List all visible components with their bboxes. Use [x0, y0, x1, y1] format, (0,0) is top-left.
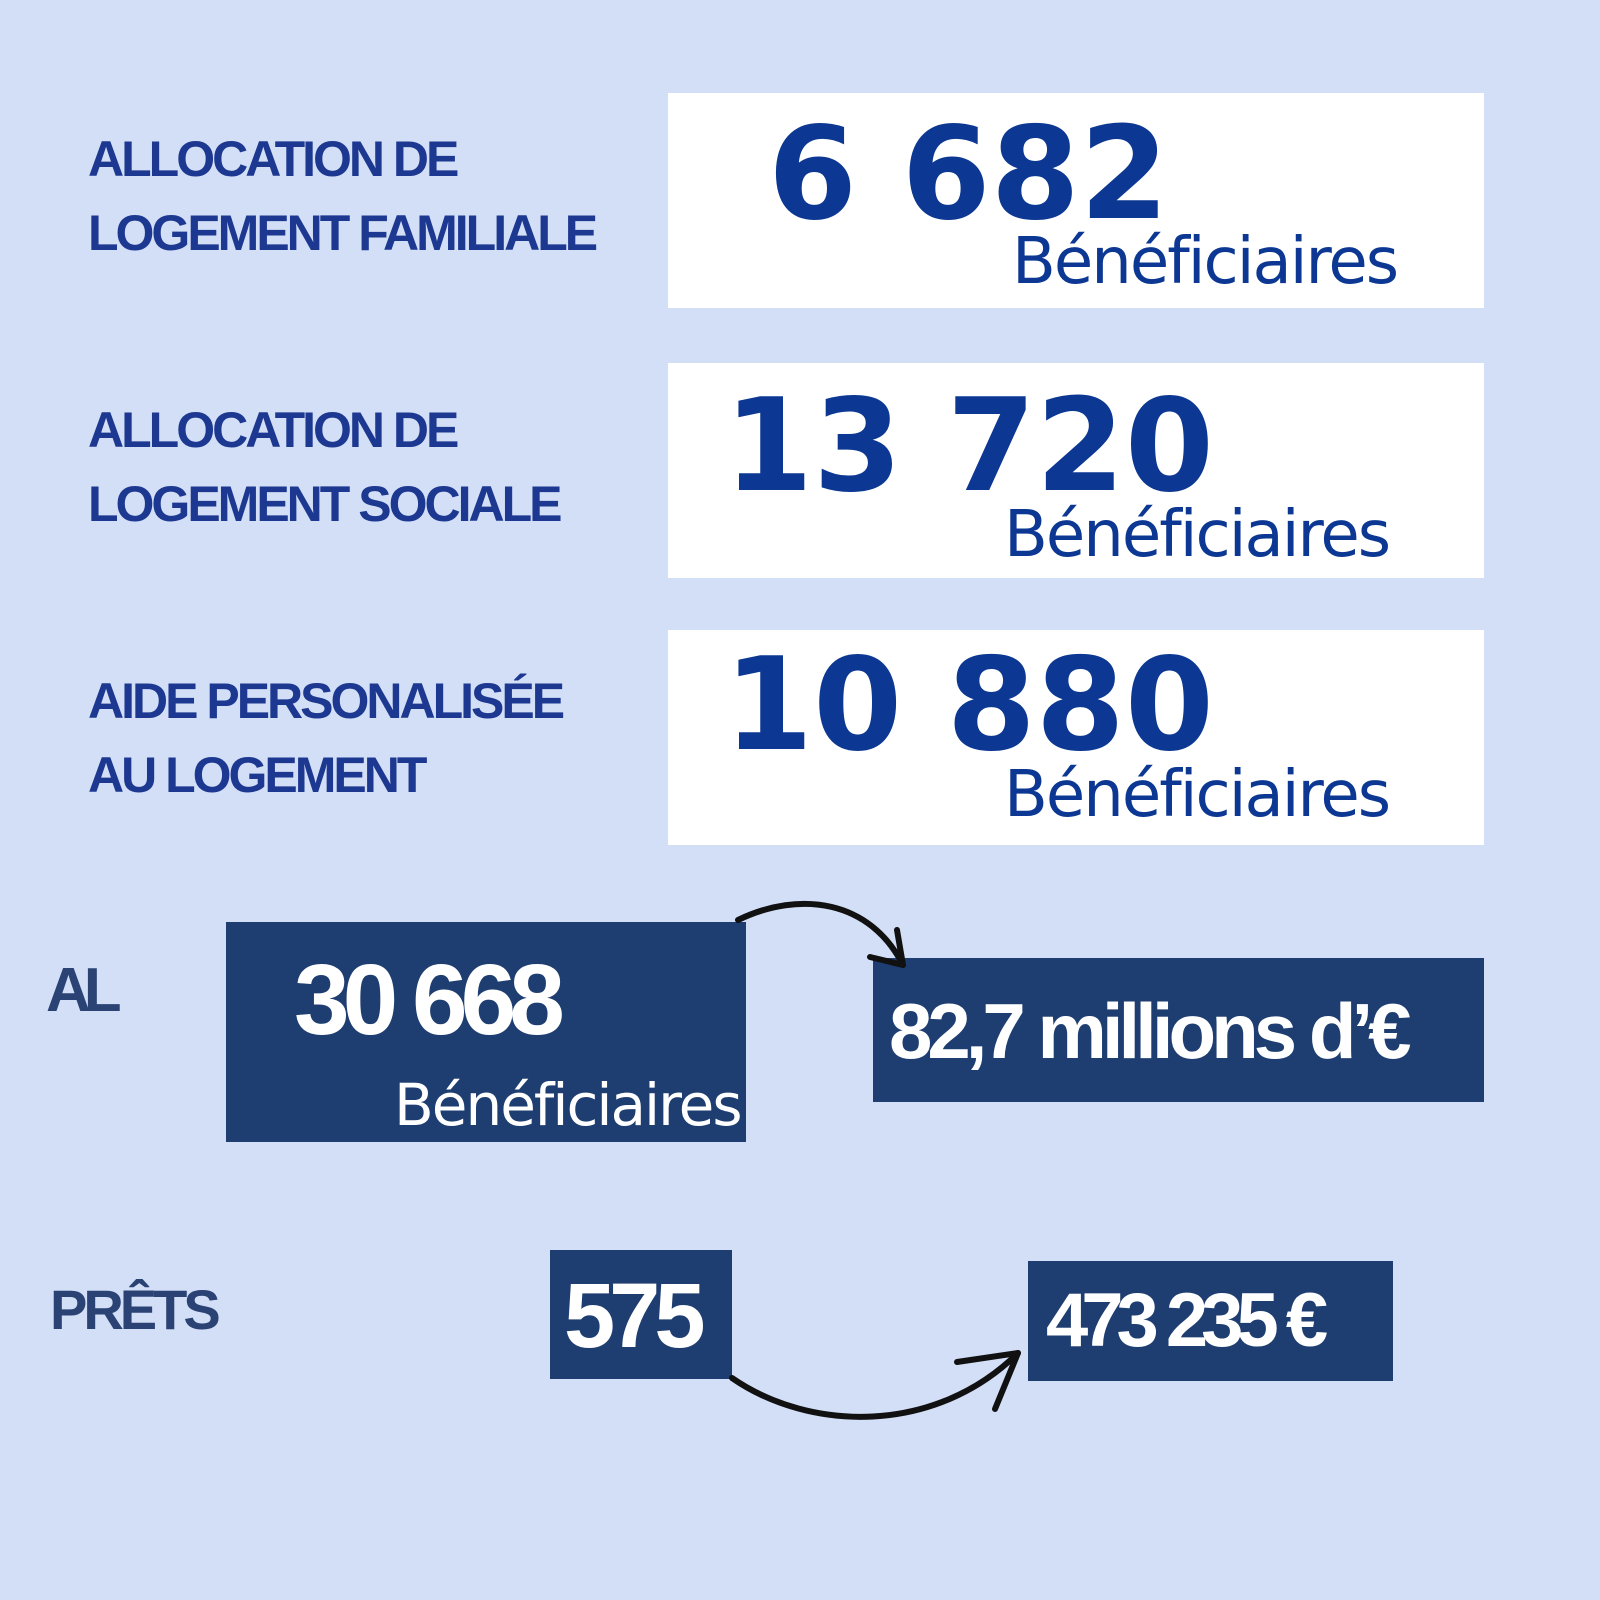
stat-card-allocation-sociale — [668, 363, 1484, 578]
prets-count: 575 — [564, 1265, 700, 1367]
beneficiaries-unit: Bénéficiaires — [1012, 225, 1398, 299]
al-beneficiaries-card — [226, 922, 746, 1142]
label-line-1: ALLOCATION DE — [88, 131, 457, 187]
beneficiaries-count: 6 682 — [768, 100, 1169, 249]
al-beneficiaries-count: 30 668 — [294, 944, 558, 1056]
al-amount-card — [873, 958, 1484, 1102]
row-label-allocation-sociale — [88, 393, 559, 541]
al-amount: 82,7 millions d’€ — [889, 987, 1407, 1075]
label-line-1: AIDE PERSONALISÉE — [88, 673, 563, 729]
stat-card-aide-personalisee — [668, 630, 1484, 845]
label-line-2: LOGEMENT SOCIALE — [88, 476, 560, 532]
row-label-allocation-familiale — [88, 122, 595, 270]
beneficiaries-count: 10 880 — [724, 631, 1214, 780]
curved-arrow-icon — [738, 904, 903, 965]
stat-card-allocation-familiale — [668, 93, 1484, 308]
prets-amount: 473 235 € — [1046, 1278, 1322, 1363]
al-beneficiaries-unit: Bénéficiaires — [394, 1071, 741, 1139]
beneficiaries-count: 13 720 — [724, 372, 1214, 521]
prets-count-card — [550, 1250, 732, 1379]
label-line-1: ALLOCATION DE — [88, 402, 457, 458]
al-label: AL — [46, 956, 115, 1025]
prets-label: PRÊTS — [50, 1278, 217, 1341]
row-label-aide-personalisee — [88, 664, 562, 812]
curved-arrow-icon — [732, 1353, 1018, 1417]
prets-amount-card — [1028, 1261, 1393, 1381]
beneficiaries-unit: Bénéficiaires — [1004, 498, 1390, 572]
label-line-2: LOGEMENT FAMILIALE — [88, 205, 596, 261]
label-line-2: AU LOGEMENT — [88, 747, 425, 803]
beneficiaries-unit: Bénéficiaires — [1004, 758, 1390, 832]
